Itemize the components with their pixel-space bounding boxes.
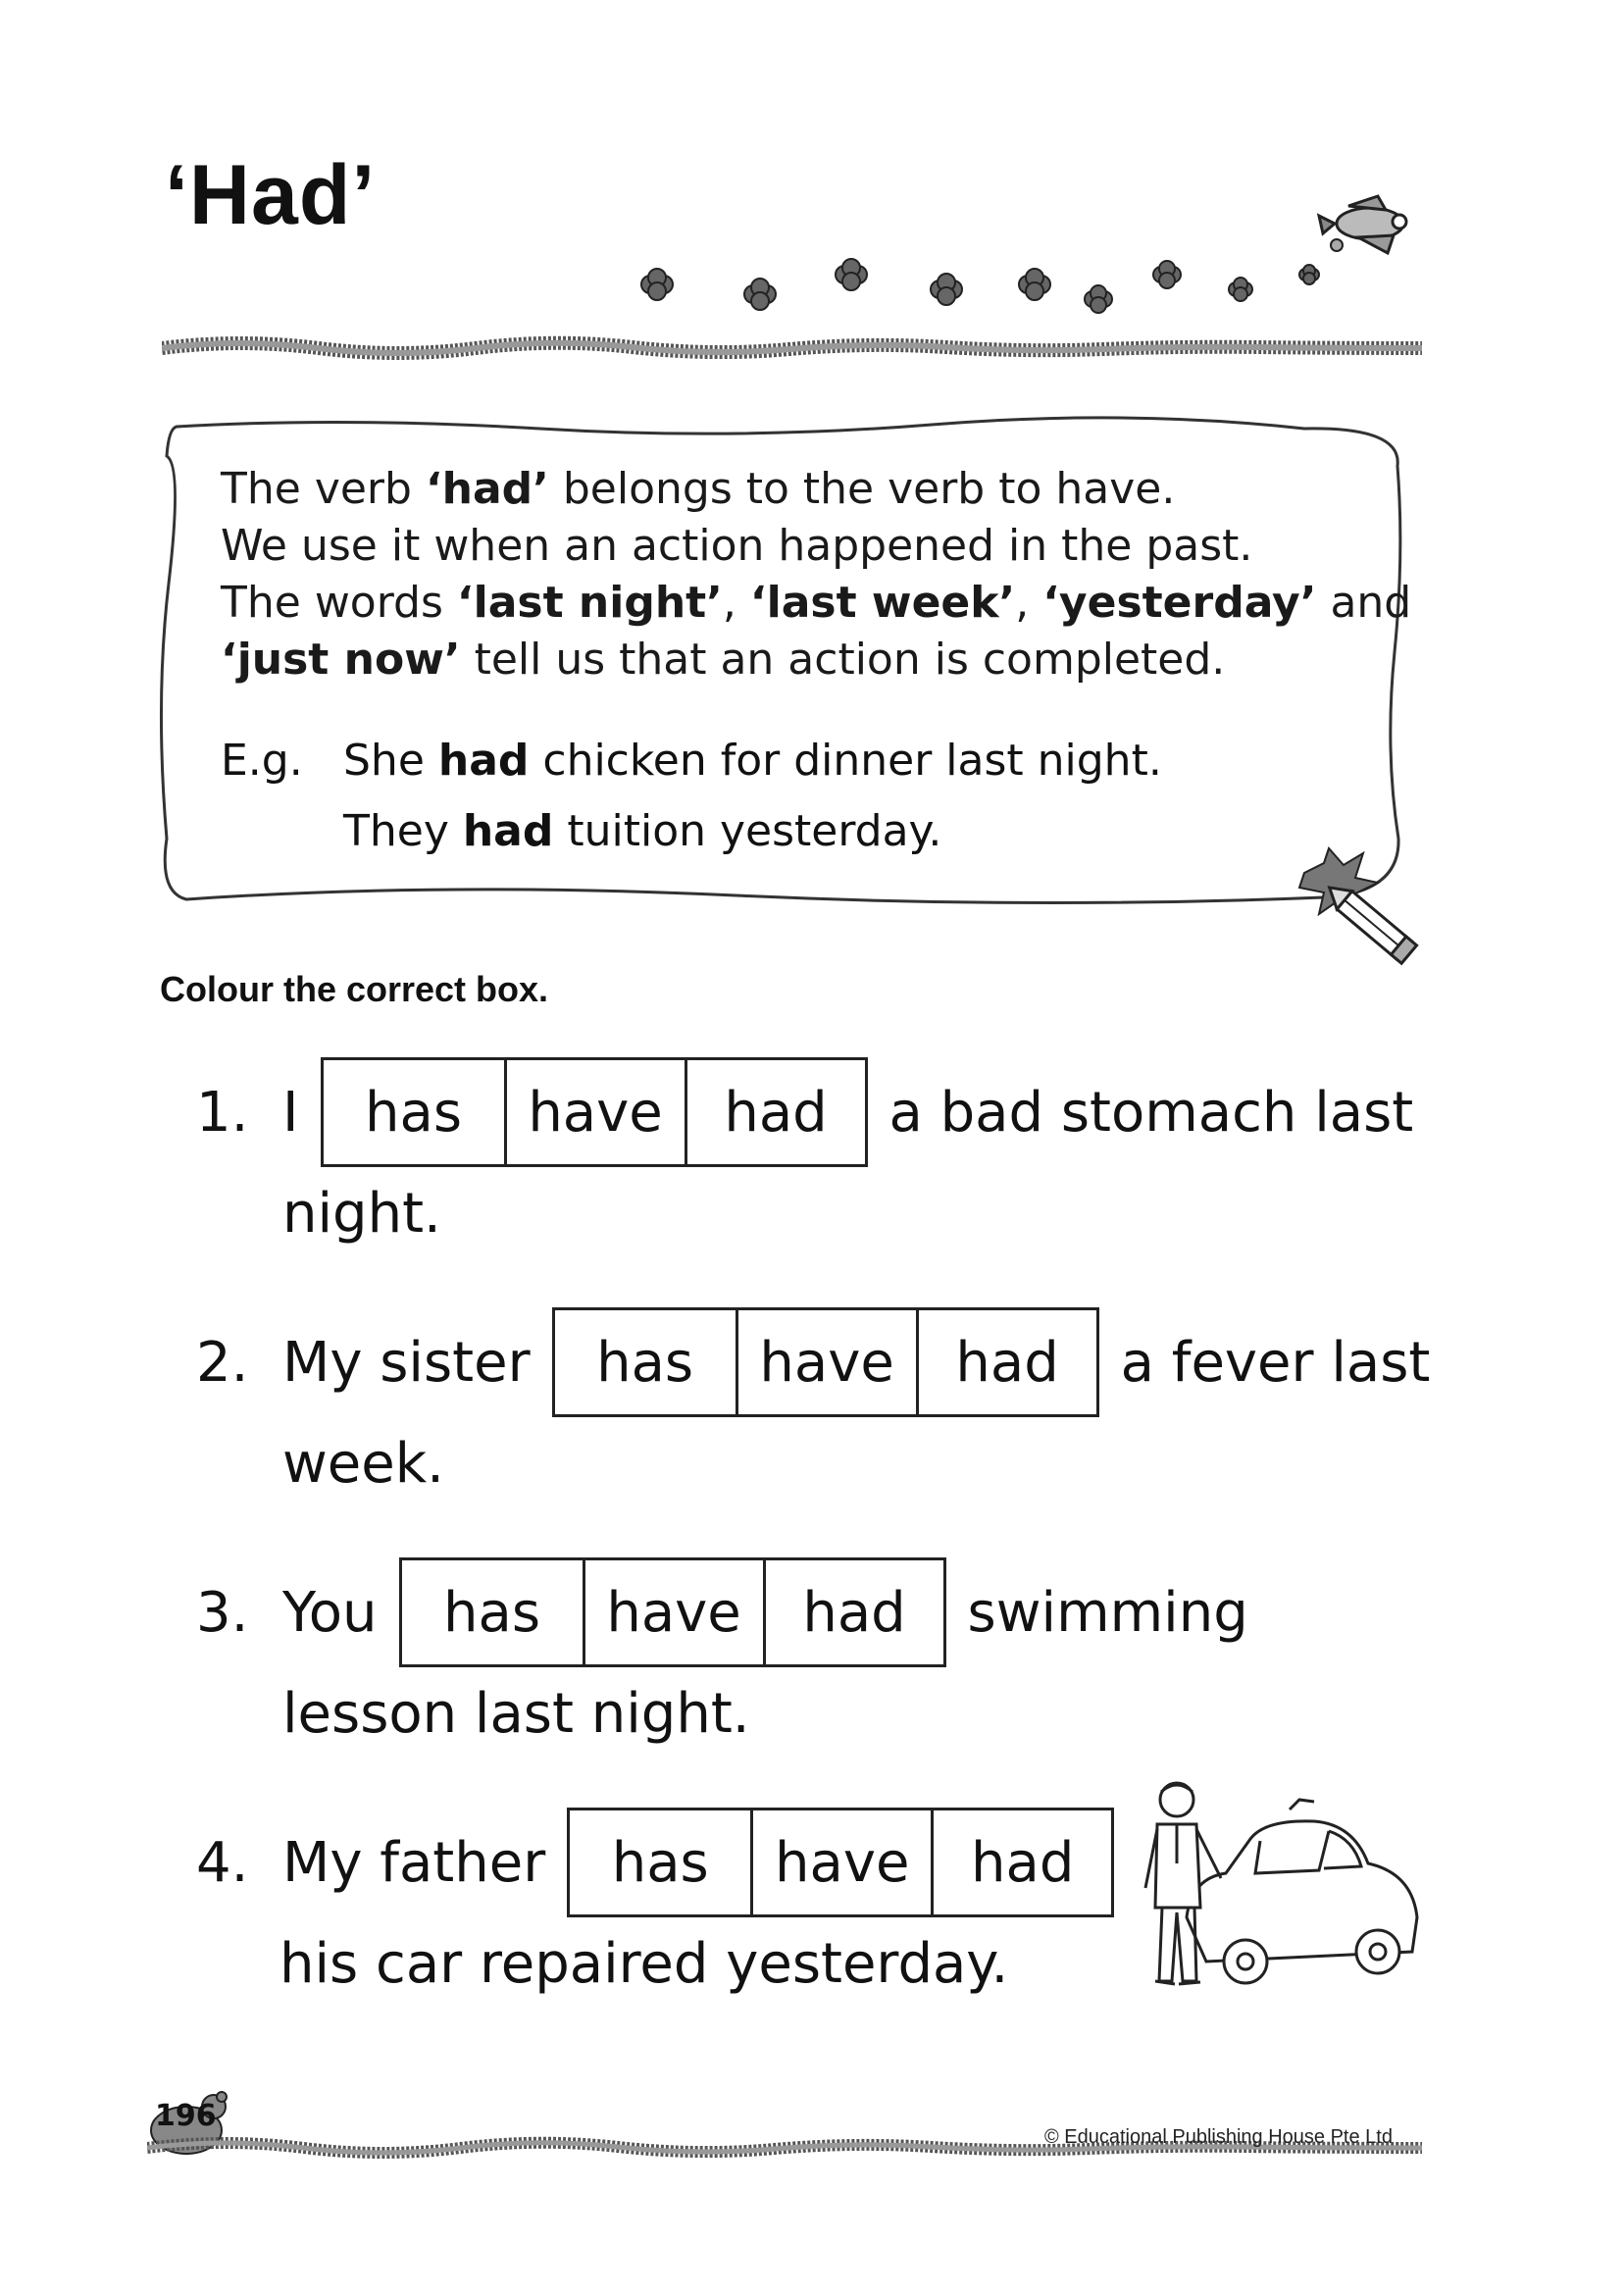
info-bold: ‘last week’ xyxy=(749,578,1016,628)
example-bold: had xyxy=(437,736,530,786)
question-before-text: You xyxy=(282,1580,378,1645)
choice-boxes xyxy=(567,1808,1114,1917)
example-block xyxy=(221,726,1299,867)
info-bold: ‘yesterday’ xyxy=(1042,578,1317,628)
choice-box-has[interactable]: has xyxy=(402,1560,583,1664)
info-line-1 xyxy=(221,461,1378,518)
question-after-text: swimming xyxy=(967,1580,1248,1645)
info-bold: ‘had’ xyxy=(425,464,549,514)
question-after-text: a bad stomach last xyxy=(888,1080,1414,1145)
choice-box-has[interactable]: has xyxy=(555,1310,736,1414)
choice-box-had[interactable]: had xyxy=(916,1310,1096,1414)
question-4 xyxy=(196,1808,1136,1917)
info-text-span: The verb xyxy=(221,464,426,514)
instruction: Colour the correct box. xyxy=(160,969,549,1009)
question-2-continuation: week. xyxy=(282,1432,444,1496)
choice-box-have[interactable]: have xyxy=(750,1810,931,1914)
question-number: 3. xyxy=(196,1580,249,1645)
question-1 xyxy=(196,1057,1413,1167)
flower-trail-decoration xyxy=(588,177,1432,324)
info-text-span: The words xyxy=(221,578,457,628)
example-sentence-2 xyxy=(343,796,941,867)
choice-box-had[interactable]: had xyxy=(763,1560,943,1664)
choice-box-has[interactable]: has xyxy=(324,1060,504,1164)
example-label-spacer xyxy=(221,796,343,867)
question-number: 4. xyxy=(196,1830,249,1895)
question-number: 2. xyxy=(196,1330,249,1395)
question-before-text: My father xyxy=(282,1830,546,1895)
info-text-span: , xyxy=(1015,578,1043,628)
info-line-3 xyxy=(221,575,1412,632)
info-text-span: and xyxy=(1316,578,1412,628)
choice-box-have[interactable]: have xyxy=(736,1310,916,1414)
page-number: 196 xyxy=(155,2099,217,2133)
info-text-span: tell us that an action is completed. xyxy=(460,635,1226,685)
example-row-1 xyxy=(221,726,1299,796)
question-before-text: My sister xyxy=(282,1330,531,1395)
question-1-continuation: night. xyxy=(282,1182,441,1246)
question-3 xyxy=(196,1557,1248,1667)
choice-boxes xyxy=(552,1307,1099,1417)
example-text-span: They xyxy=(343,806,463,856)
question-3-continuation: lesson last night. xyxy=(282,1682,750,1746)
choice-box-have[interactable]: have xyxy=(583,1560,763,1664)
choice-boxes xyxy=(321,1057,868,1167)
choice-box-have[interactable]: have xyxy=(504,1060,685,1164)
example-sentence-1 xyxy=(343,726,1162,796)
info-text-span: , xyxy=(722,578,750,628)
choice-box-had[interactable]: had xyxy=(685,1060,865,1164)
example-text-span: She xyxy=(343,736,438,786)
info-text-span: belongs to the verb to have. xyxy=(548,464,1176,514)
man-with-car-illustration xyxy=(1118,1770,1432,2006)
info-line-2: We use it when an action happened in the past. xyxy=(221,521,1253,571)
info-line-4 xyxy=(221,632,1378,688)
copyright: © Educational Publishing House Pte Ltd xyxy=(1044,2126,1393,2148)
rope-divider-top xyxy=(162,333,1422,363)
example-bold: had xyxy=(462,806,554,856)
question-2 xyxy=(196,1307,1430,1417)
choice-boxes xyxy=(399,1557,946,1667)
info-bold: ‘last night’ xyxy=(456,578,723,628)
example-text-span: tuition yesterday. xyxy=(553,806,942,856)
choice-box-had[interactable]: had xyxy=(931,1810,1111,1914)
question-before-text: I xyxy=(282,1080,299,1145)
example-row-2 xyxy=(221,796,1299,867)
page-title: ‘Had’ xyxy=(165,148,377,242)
example-text-span: chicken for dinner last night. xyxy=(529,736,1162,786)
pencil-icon xyxy=(1285,843,1432,981)
question-4-continuation: his car repaired yesterday. xyxy=(279,1932,1009,1996)
example-label: E.g. xyxy=(221,736,303,786)
info-text xyxy=(221,461,1412,688)
choice-box-has[interactable]: has xyxy=(570,1810,750,1914)
question-after-text: a fever last xyxy=(1120,1330,1431,1395)
question-number: 1. xyxy=(196,1080,249,1145)
info-bold: ‘just now’ xyxy=(221,635,461,685)
